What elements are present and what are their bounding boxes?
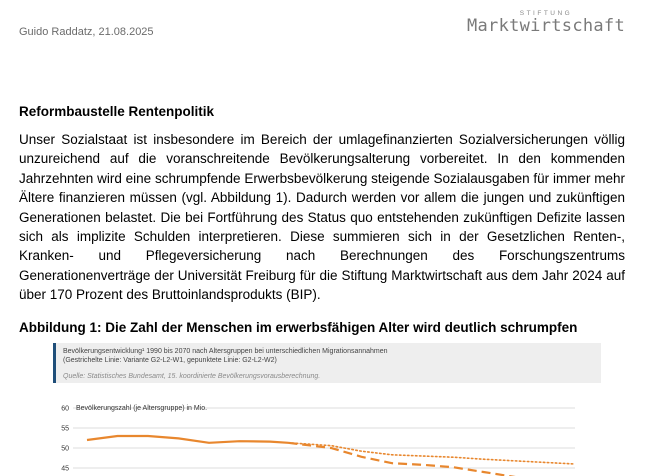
y-tick-label: 50 (61, 445, 69, 453)
section-heading: Reformbaustelle Rentenpolitik (19, 104, 215, 119)
series-line-g2-l2-w2 (288, 443, 575, 464)
y-tick-label: 45 (61, 465, 69, 473)
chart-subtitle-line2: (Gestrichelte Linie: Variante G2-L2-W1, gepunktete Linie: G2-L2-W2) (63, 357, 277, 364)
chart-source: Quelle: Statistisches Bundesamt, 15. koordinierte Bevölkerungsvorausberechnung. (63, 373, 321, 380)
y-tick-label: 60 (61, 405, 69, 413)
chart-series (87, 436, 575, 476)
series-line-historisch (87, 436, 288, 443)
chart-y-ticks (61, 406, 69, 473)
chart-y-axis-label: Bevölkerungszahl (je Altersgruppe) in Mio. (76, 405, 208, 412)
y-tick-label: 55 (61, 425, 69, 433)
chart-subtitle-line1: Bevölkerungsentwicklung¹ 1990 bis 2070 nach Altersgruppen bei unterschiedlichen Migrationsannahmen (63, 348, 388, 355)
body-paragraph: Unser Sozialstaat ist insbesondere im Bereich der umlagefinanzierten Sozialversicherungen völlig unzureichend auf die voranschreitende Bevölkerungsalterung vorbereitet. In den kommenden Jahrzehnten wird eine schrumpfende Erwerbsbevölkerung steigende Sozialausgaben für immer mehr Ältere finanzieren müssen (vgl. Abbildung 1). Dadurch werden vor allem die jungen und zukünftigen Generationen belastet. Die bei Fortführung des Status quo entstehenden zukünftigen Defizite lassen sich als implizite Schulden interpretieren. Diese summieren sich in der Gesetzlichen Renten-, Kranken- und Pflegeversicherung nach Berechnungen des Forschungszentrums Generationenverträge der Universität Freiburg für die Stiftung Marktwirtschaft aus dem Jahr 2024 auf über 170 Prozent des Bruttoinlandsprodukts (BIP). (19, 132, 625, 303)
figure-title: Abbildung 1: Die Zahl der Menschen im erwerbsfähigen Alter wird deutlich schrumpfen (19, 320, 578, 335)
logo-top-text: STIFTUNG (519, 10, 573, 17)
author-date: Guido Raddatz, 21.08.2025 (19, 26, 154, 38)
chart-gridlines (73, 408, 575, 468)
logo-main-text: Marktwirtschaft (466, 16, 625, 36)
